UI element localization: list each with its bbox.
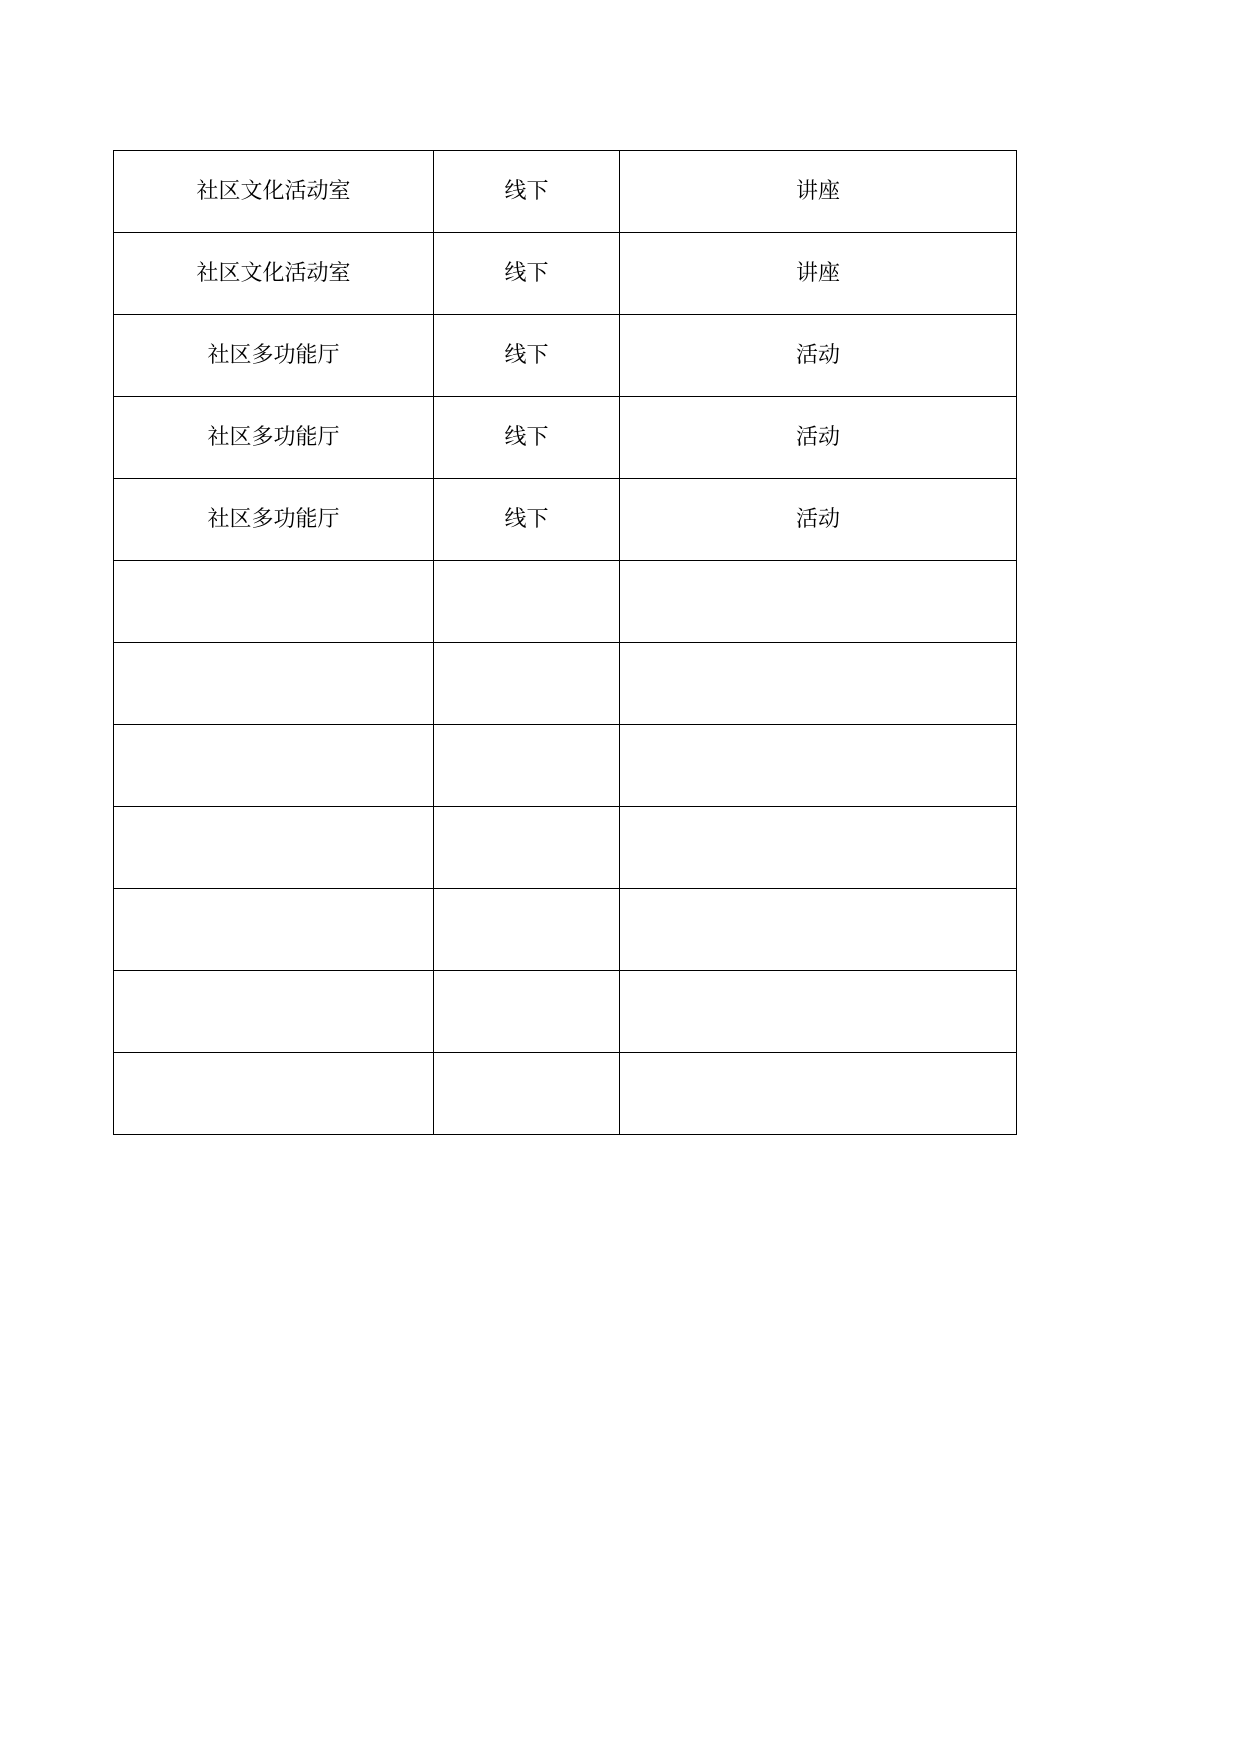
activity-table: [113, 150, 1017, 1135]
type-cell: [620, 643, 1017, 725]
table-row: [114, 561, 1017, 643]
mode-cell: [434, 725, 620, 807]
table-row: [114, 479, 1017, 561]
mode-cell: [434, 889, 620, 971]
table-row: [114, 1053, 1017, 1135]
mode-cell: 线下: [434, 397, 620, 479]
mode-cell: 线下: [434, 151, 620, 233]
table-row: [114, 725, 1017, 807]
mode-cell: [434, 1053, 620, 1135]
venue-cell: 社区多功能厅: [114, 397, 434, 479]
mode-cell: 线下: [434, 315, 620, 397]
table-row: [114, 643, 1017, 725]
table-row: [114, 807, 1017, 889]
venue-cell: [114, 807, 434, 889]
type-cell: [620, 889, 1017, 971]
type-cell: 活动: [620, 397, 1017, 479]
venue-cell: 社区多功能厅: [114, 315, 434, 397]
venue-cell: [114, 561, 434, 643]
venue-cell: [114, 643, 434, 725]
table-row: [114, 971, 1017, 1053]
table-row: [114, 315, 1017, 397]
mode-cell: [434, 971, 620, 1053]
venue-cell: [114, 971, 434, 1053]
type-cell: [620, 807, 1017, 889]
table-row: [114, 233, 1017, 315]
type-cell: [620, 971, 1017, 1053]
venue-cell: [114, 725, 434, 807]
table-row: [114, 151, 1017, 233]
type-cell: 讲座: [620, 151, 1017, 233]
mode-cell: [434, 807, 620, 889]
type-cell: 活动: [620, 479, 1017, 561]
venue-cell: [114, 1053, 434, 1135]
venue-cell: 社区文化活动室: [114, 233, 434, 315]
venue-cell: 社区文化活动室: [114, 151, 434, 233]
type-cell: [620, 1053, 1017, 1135]
mode-cell: [434, 561, 620, 643]
venue-cell: 社区多功能厅: [114, 479, 434, 561]
table-row: [114, 889, 1017, 971]
mode-cell: 线下: [434, 233, 620, 315]
type-cell: 讲座: [620, 233, 1017, 315]
type-cell: [620, 725, 1017, 807]
mode-cell: 线下: [434, 479, 620, 561]
venue-cell: [114, 889, 434, 971]
mode-cell: [434, 643, 620, 725]
type-cell: [620, 561, 1017, 643]
type-cell: 活动: [620, 315, 1017, 397]
table-row: [114, 397, 1017, 479]
